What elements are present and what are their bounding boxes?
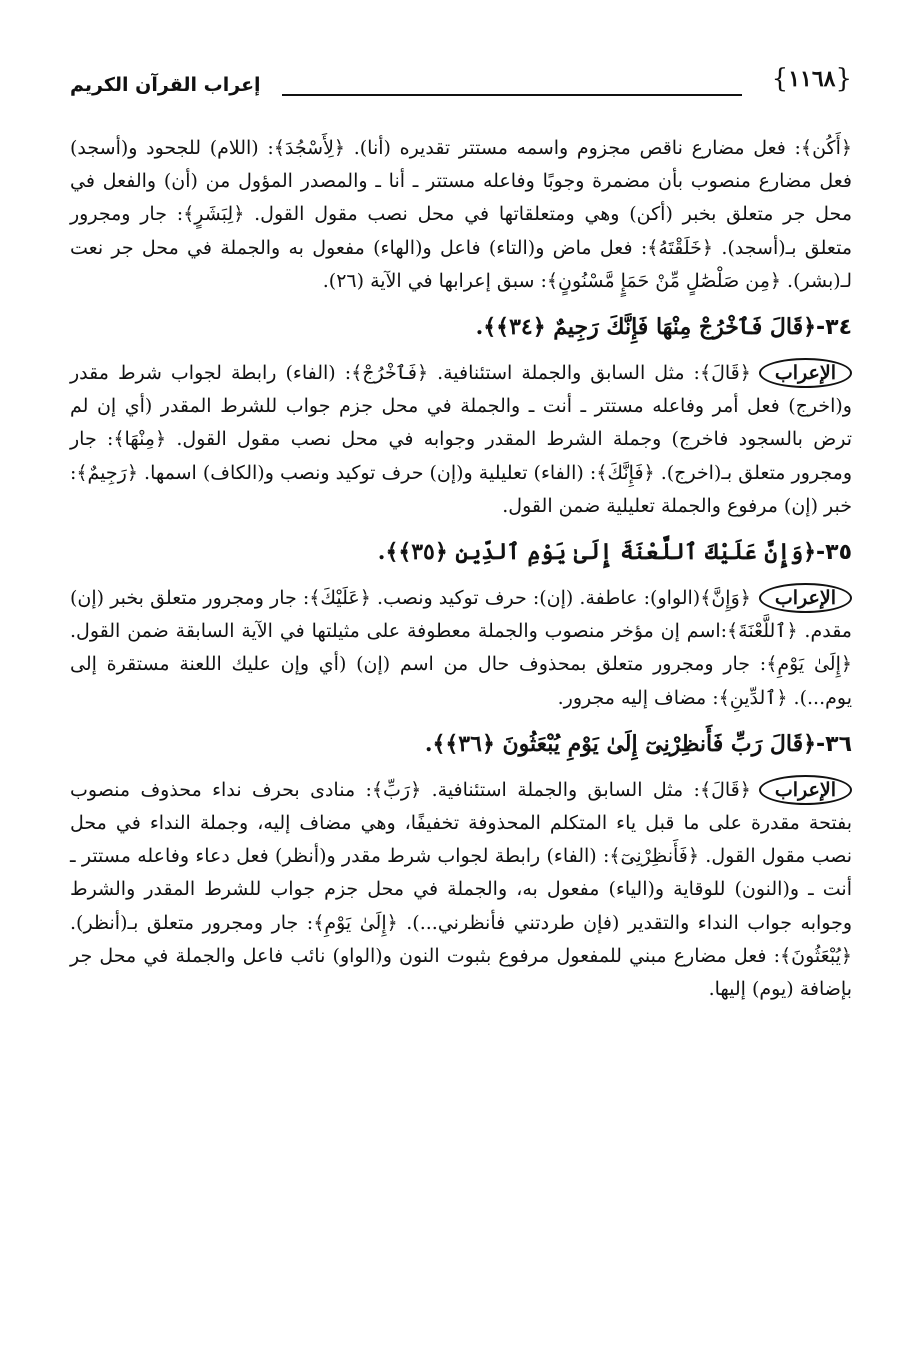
intro-paragraph: ﴿أَكُن﴾: فعل مضارع ناقص مجزوم واسمه مستتر تقديره (أنا). ﴿لِأَسْجُدَ﴾: (اللام) للجحود و(أسجد) فعل مضارع منصوب بأن مضمرة وجوبًا وفاعله مستتر ـ أنا ـ والمصدر المؤول من (أن) والفعل في محل جر متعلق بخبر (أكن) وهي ومتعلقاتها في محل نصب مقول القول. ﴿لِبَشَرٍ﴾: جار ومجرور متعلق بـ(أسجد). ﴿خَلَقْتَهُ﴾: فعل ماض و(التاء) فاعل و(الهاء) مفعول به والجملة في محل جر نعت لـ(بشر). ﴿مِن صَلْصَٰلٍ مِّنْ حَمَإٍ مَّسْنُونٍ﴾: سبق إعرابها في الآية (٢٦). [70, 137, 852, 292]
verse-text: ﴿قَالَ فَٱخْرُجْ مِنْهَا فَإِنَّكَ رَجِيمٌ ﴿٣٤﴾﴾. [475, 314, 816, 341]
page-number: {١١٦٨} [771, 64, 852, 94]
analysis-paragraph [70, 582, 852, 715]
verse-text: ﴿وَإِنَّ عَلَيْكَ ٱللَّعْنَةَ إِلَىٰ يَوْمِ ٱلدِّينِ ﴿٣٥﴾﴾. [377, 539, 816, 566]
verse-line [70, 727, 852, 762]
verse-number: ٣٦- [816, 731, 852, 757]
verse-line [70, 310, 852, 345]
irab-label: الإعراب [759, 775, 852, 805]
irab-label: الإعراب [759, 358, 852, 388]
irab-label: الإعراب [759, 583, 852, 613]
verse-line [70, 535, 852, 570]
analysis-text: ﴿قَالَ﴾: مثل السابق والجملة استئنافية. ﴿فَٱخْرُجْ﴾: (الفاء) رابطة لجواب شرط مقدر و(اخرج) فعل أمر وفاعله مستتر ـ أنت ـ والجملة في محل جزم جواب للشرط المقدر (أي إن لم ترض بالسجود فاخرج) وجملة الشرط المقدر وجوابه في محل نصب مقول القول. ﴿مِنْهَا﴾: جار ومجرور متعلق بـ(اخرج). ﴿فَإِنَّكَ﴾: (الفاء) تعليلية و(إن) حرف توكيد ونصب و(الكاف) اسمها. ﴿رَجِيمٌ﴾: خبر (إن) مرفوع والجملة تعليلية ضمن القول. [70, 362, 852, 517]
verse-number: ٣٥- [816, 540, 852, 566]
header-rule [282, 94, 742, 96]
analysis-paragraph [70, 774, 852, 1006]
analysis-paragraph [70, 357, 852, 523]
book-title: إعراب القرآن الكريم [70, 74, 261, 96]
verse-text: ﴿قَالَ رَبِّ فَأَنظِرْنِىٓ إِلَىٰ يَوْمِ يُبْعَثُونَ ﴿٣٦﴾﴾. [424, 730, 816, 757]
page-header [70, 60, 852, 104]
analysis-text: ﴿قَالَ﴾: مثل السابق والجملة استئنافية. ﴿رَبِّ﴾: منادى بحرف نداء محذوف منصوب بفتحة مقدرة على ما قبل ياء المتكلم المحذوفة تخفيفًا، وهي مضاف إليه، وجملة النداء في محل نصب مقول القول. ﴿فَأَنظِرْنِىٓ﴾: (الفاء) رابطة لجواب شرط مقدر و(أنظر) فعل دعاء وفاعله مستتر ـ أنت ـ و(النون) للوقاية و(الياء) مفعول به، والجملة في محل جزم جواب للشرط المقدر والشرط وجوابه جواب النداء والتقدير (فإن طردتني فأنظرني...). ﴿إِلَىٰ يَوْمِ﴾: جار ومجرور متعلق بـ(أنظر). ﴿يُبْعَثُونَ﴾: فعل مضارع مبني للمفعول مرفوع بثبوت النون و(الواو) نائب فاعل والجملة في محل جر بإضافة (يوم) إليها. [70, 778, 852, 1001]
verse-number: ٣٤- [816, 315, 852, 341]
section-verse-36 [70, 727, 852, 1006]
page [70, 60, 852, 1006]
section-verse-34 [70, 310, 852, 523]
section-verse-35 [70, 535, 852, 715]
analysis-text: ﴿وَإِنَّ﴾(الواو): عاطفة. (إن): حرف توكيد ونصب. ﴿عَلَيْكَ﴾: جار ومجرور متعلق بخبر (إن) مقدم. ﴿ٱللَّعْنَةَ﴾:اسم إن مؤخر منصوب والجملة معطوفة على مثيلتها في الآية السابقة ضمن القول. ﴿إِلَىٰ يَوْمِ﴾: جار ومجرور متعلق بمحذوف حال من اسم (إن) (أي وإن عليك اللعنة مستقرة إلى يوم...). ﴿ٱلدِّينِ﴾: مضاف إليه مجرور. [70, 587, 852, 709]
